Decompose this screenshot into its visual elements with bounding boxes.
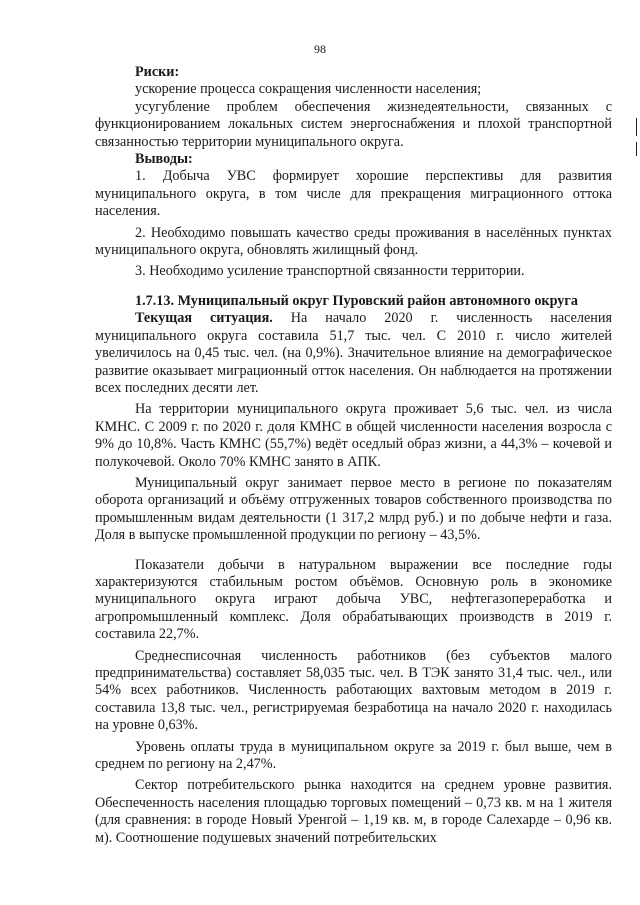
- paragraph: Сектор потребительского рынка находится на среднем уровне развития. Обеспеченность населения площадью торговых помещений – 0,73 кв. м на 1 жителя (для сравнения: в городе Новый Уренгой – 1,19 кв. м, в городе Салехарде – 0,96 кв. м). Соотношение подушевых значений потребительских: [95, 777, 612, 846]
- paragraph: Муниципальный округ занимает первое место в регионе по показателям оборота организаций и объёму отгруженных товаров собственного производства по промышленным видам деятельности (1 317,2 млрд руб.) и по добыче нефти и газа. Доля в выпуске промышленной продукции по региону – 43,5%.: [95, 474, 612, 544]
- lead-label: Текущая ситуация.: [135, 310, 273, 327]
- lead-text: На начало 2020 г. численность населения муниципального округа составила 51,7 тыс. чел. С 2010 г. число жителей увеличилось на 0,45 тыс. чел. (на 0,9%). Значительное влияние на демографическое развитие оказывает миграционный отток населения. Он наблюдается на протяжении всех последних десяти лет.: [95, 310, 612, 396]
- paragraph: Показатели добычи в натуральном выражении все последние годы характеризуются стабильным ростом объёмов. Основную роль в экономике муниципального округа играют добыча УВС, нефтегазопереработка и агропромышленный комплекс. Доля обрабатывающих производств в 2019 г. составила 22,7%.: [95, 556, 612, 643]
- section-lead-paragraph: [95, 310, 612, 397]
- risks-heading: Риски:: [135, 64, 180, 80]
- risk-item: ускорение процесса сокращения численности населения;: [135, 81, 482, 98]
- paragraph: На территории муниципального округа проживает 5,6 тыс. чел. из числа КМНС. С 2009 г. по 2020 г. доля КМНС в общей численности населения возросла с 9% до 10,8%. Часть КМНС (55,7%) ведёт оседлый образ жизни, а 44,3% – кочевой и полукочевой. Около 70% КМНС занято в АПК.: [95, 401, 612, 470]
- margin-mark: [636, 142, 637, 156]
- conclusion-item: 1. Добыча УВС формирует хорошие перспективы для развития муниципального округа, в том числе для прекращения миграционного оттока населения.: [95, 168, 612, 220]
- margin-mark: [636, 118, 637, 136]
- document-body: [95, 64, 612, 847]
- section-title: 1.7.13. Муниципальный округ Пуровский район автономного округа: [135, 292, 578, 309]
- conclusions-heading: Выводы:: [135, 151, 193, 168]
- conclusion-item: 2. Необходимо повышать качество среды проживания в населённых пунктах муниципального округа, обновлять жилищный фонд.: [95, 224, 612, 259]
- paragraph: Уровень оплаты труда в муниципальном округе за 2019 г. был выше, чем в среднем по региону на 2,47%.: [95, 738, 612, 773]
- risk-item: усугубление проблем обеспечения жизнедеятельности, связанных с функционированием локальных систем энергоснабжения и плохой транспортной связанностью территории муниципального округа.: [95, 98, 612, 150]
- paragraph: Среднесписочная численность работников (без субъектов малого предпринимательства) составляет 58,035 тыс. чел. В ТЭК занято 31,4 тыс. чел., или 54% всех работников. Численность работающих вахтовым методом в 2019 г. составила 13,8 тыс. чел., регистрируемая безработица на начало 2020 г. находилась на уровне 0,63%.: [95, 647, 612, 734]
- conclusion-item: 3. Необходимо усиление транспортной связанности территории.: [135, 263, 525, 280]
- page-number: 98: [314, 42, 326, 56]
